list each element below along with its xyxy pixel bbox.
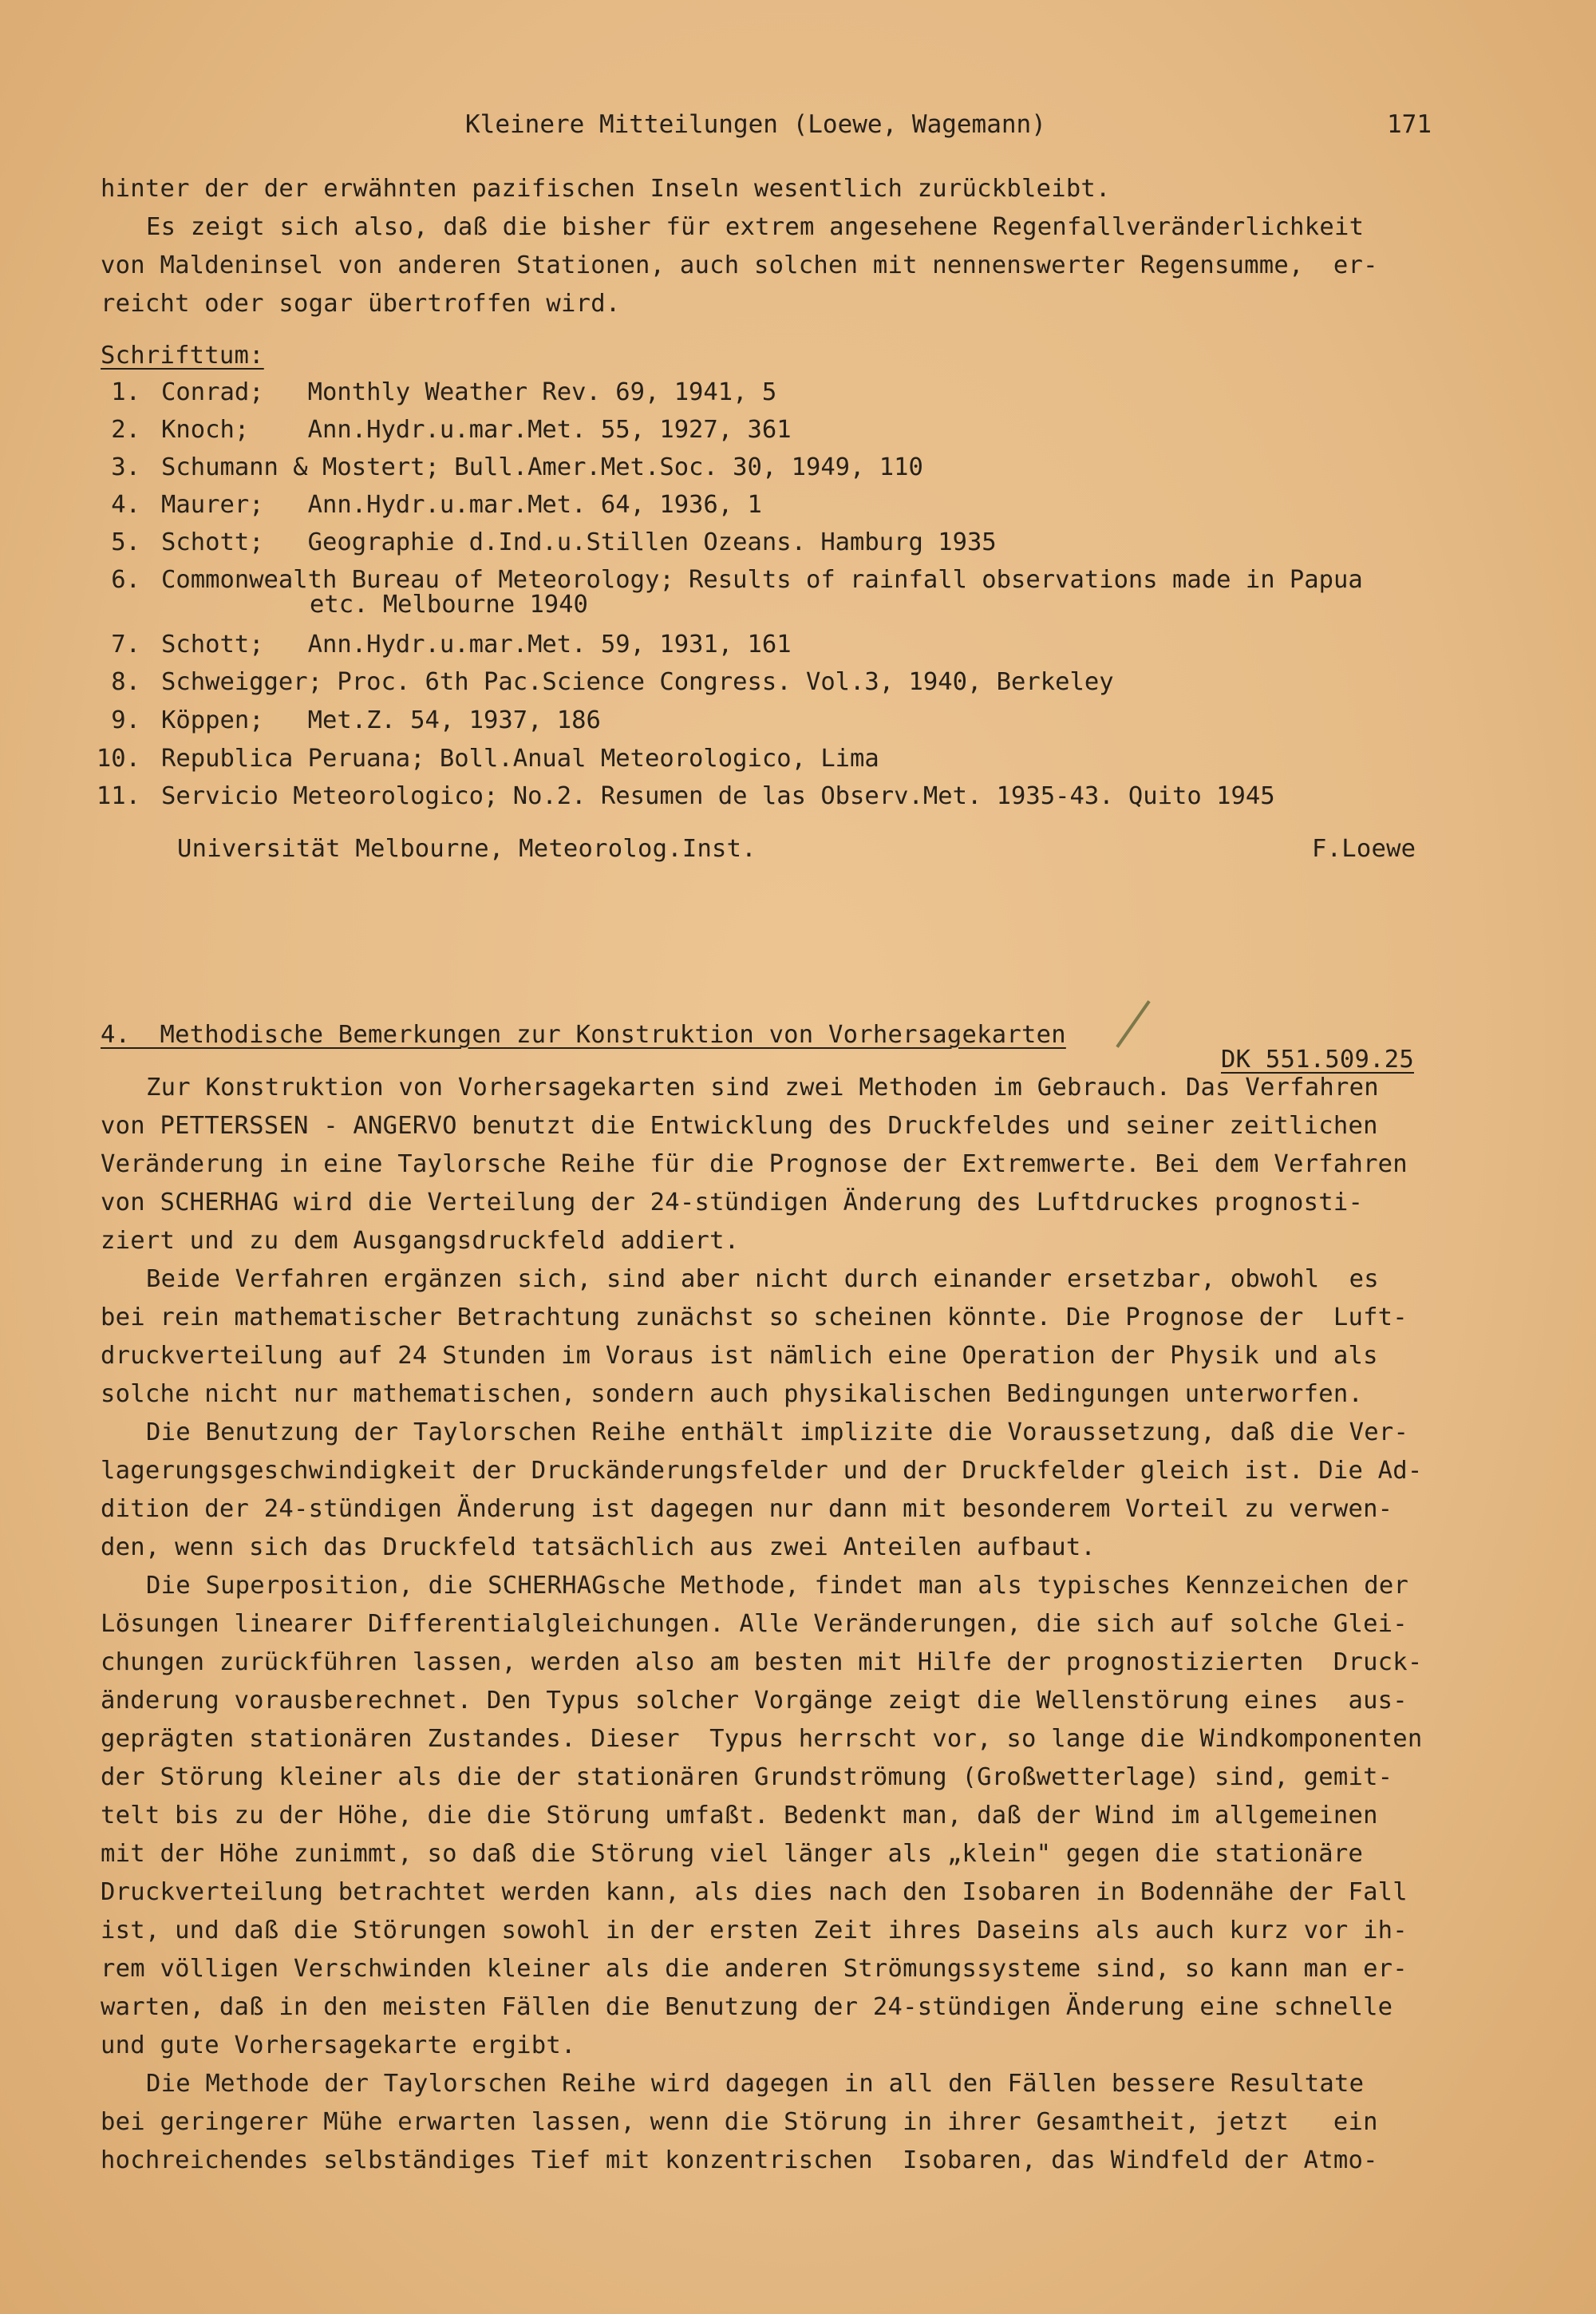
pencil-mark: [1116, 1000, 1150, 1048]
intro-line: von Maldeninsel von anderen Stationen, auch solchen mit nennenswerter Regensumme, er-: [101, 251, 1378, 279]
paragraph-line: mit der Höhe zunimmt, so daß die Störung viel länger als „klein" gegen die stationäre: [101, 1840, 1364, 1868]
paragraph-line: warten, daß in den meisten Fällen die Benutzung der 24-stündigen Änderung eine schnelle: [101, 1993, 1393, 2021]
paragraph-line: telt bis zu der Höhe, die die Störung umfaßt. Bedenkt man, daß der Wind im allgemeinen: [101, 1802, 1378, 1829]
author-signature: F.Loewe: [1312, 835, 1416, 863]
paragraph-line: änderung vorausberechnet. Den Typus solcher Vorgänge zeigt die Wellenstörung eines aus-: [101, 1687, 1408, 1715]
paragraph-line: Druckverteilung betrachtet werden kann, als dies nach den Isobaren in Bodennähe der Fall: [101, 1878, 1408, 1906]
paragraph-line: Veränderung in eine Taylorsche Reihe für die Prognose der Extremwerte. Bei dem Verfahren: [101, 1150, 1408, 1178]
paragraph-line: von SCHERHAG wird die Verteilung der 24-stündigen Änderung des Luftdruckes prognosti-: [101, 1189, 1364, 1216]
references-heading: Schrifttum:: [101, 342, 264, 370]
running-header: Kleinere Mitteilungen (Loewe, Wagemann): [465, 110, 1046, 139]
paragraph-line: Beide Verfahren ergänzen sich, sind aber nicht durch einander ersetzbar, obwohl es: [146, 1265, 1379, 1293]
paragraph-line: druckverteilung auf 24 Stunden im Voraus ist nämlich eine Operation der Physik und als: [101, 1342, 1378, 1370]
page-number: 171: [1387, 110, 1432, 139]
section-title: 4. Methodische Bemerkungen zur Konstruktion von Vorhersagekarten: [101, 1021, 1066, 1049]
paragraph-line: rem völligen Verschwinden kleiner als die anderen Strömungssysteme sind, so kann man er-: [101, 1955, 1408, 1983]
paragraph-line: von PETTERSSEN - ANGERVO benutzt die Entwicklung des Druckfeldes und seiner zeitlichen: [101, 1112, 1378, 1140]
intro-line: reicht oder sogar übertroffen wird.: [101, 290, 621, 318]
paragraph-line: dition der 24-stündigen Änderung ist dagegen nur dann mit besonderem Vorteil zu verwen-: [101, 1495, 1393, 1523]
intro-line: hinter der der erwähnten pazifischen Inseln wesentlich zurückbleibt.: [101, 175, 1111, 203]
paragraph-line: chungen zurückführen lassen, werden also am besten mit Hilfe der prognostizierten Druck-: [101, 1648, 1423, 1676]
paragraph-line: Zur Konstruktion von Vorhersagekarten sind zwei Methoden im Gebrauch. Das Verfahren: [146, 1074, 1379, 1102]
dk-classification: DK 551.509.25: [1221, 1046, 1414, 1074]
paragraph-line: Die Superposition, die SCHERHAGsche Methode, findet man als typisches Kennzeichen der: [146, 1572, 1409, 1600]
paragraph-line: solche nicht nur mathematischen, sondern auch physikalischen Bedingungen unterworfen.: [101, 1380, 1364, 1408]
paragraph-line: Die Methode der Taylorschen Reihe wird dagegen in all den Fällen bessere Resultate: [146, 2070, 1365, 2098]
paragraph-line: Lösungen linearer Differentialgleichungen. Alle Veränderungen, die sich auf solche Glei-: [101, 1610, 1408, 1638]
paragraph-line: geprägten stationären Zustandes. Dieser Typus herrscht vor, so lange die Windkomponenten: [101, 1725, 1423, 1753]
document-page: Kleinere Mitteilungen (Loewe, Wagemann) 171 hinter der der erwähnten pazifischen Inseln wesentlich zurückbleibt. Es zeigt sich also, daß die bisher für extrem angesehene Regenfallveränderlichkeit von Maldeninsel von anderen Stationen, auch solchen mit nennenswerter Regensumme, er- reicht oder sogar übertroffen wird. Schrifttum: 1. Conrad; Monthly Weather Rev. 69, 1941, 5 2. Knoch; Ann.Hydr.u.mar.Met. 55, 1927, 361 3. Schumann & Mostert; Bull.Amer.Met.Soc. 30, 1949, 110 4. Maurer; Ann.Hydr.u.mar.Met. 64, 1936, 1 5. Schott; Geographie d.Ind.u.Stillen Ozeans. Hamburg 1935 6. Commonwealth Bureau of Meteorology; Results of rainfall observations made in Papua etc. Melbourne 1940 7. Schott; Ann.Hydr.u.mar.Met. 59, 1931, 161 8. Schweigger; Proc. 6th Pac.Science Congress. Vol.3, 1940, Berkeley 9. Köppen; Met.Z. 54, 1937, 186 10. Republica Peruana; Boll.Anual Meteorologico, Lima 11. Servicio Meteorologico; No.2. Resumen de las Observ.Met. 1935-43. Quito 1945 Universität Melbourne, Meteorolog.Inst. F.Loewe 4. Methodische Bemerkungen zur Konstruktion von Vorhersagekarten DK 551.509.25 Zur Konstruktion von Vorhersagekarten sind zwei Methoden im Gebrauch. Das Verfahren von PETTERSSEN - ANGERVO benutzt die Entwicklung des Druckfeldes und seiner zeitlichen Veränderung in eine Taylorsche Reihe für die Prognose der Extremwerte. Bei dem Verfahren von SCHERHAG wird die Verteilung der 24-stündigen Änderung des Luftdruckes prognosti- ziert und zu dem Ausgangsdruckfeld addiert. Beide Verfahren ergänzen sich, sind aber nicht durch einander ersetzbar, obwohl es bei rein mathematischer Betrachtung zunächst so scheinen könnte. Die Prognose der Luft- druckverteilung auf 24 Stunden im Voraus ist nämlich eine Operation der Physik und als solche nicht nur mathematischen, sondern auch physikalischen Bedingungen unterworfen. Die Benutzung der Taylorschen Reihe enthält implizite die Voraussetzung, daß die Ver- lagerungsgeschwindigkeit der Druckänderungsfelder und der Druckfelder gleich ist. Die Ad- dition der 24-stündigen Änderung ist dagegen nur dann mit besonderem Vorteil zu verwen- den, wenn sich das Druckfeld tatsächlich aus zwei Anteilen aufbaut. Die Superposition, die SCHERHAGsche Methode, findet man als typisches Kennzeichen der Lösungen linearer Differentialgleichungen. Alle Veränderungen, die sich auf solche Glei- chungen zurückführen lassen, werden also am besten mit Hilfe der prognostizierten Druck- änderung vorausberechnet. Den Typus solcher Vorgänge zeigt die Wellenstörung eines aus- geprägten stationären Zustandes. Dieser Typus herrscht vor, so lange die Windkomponenten der Störung kleiner als die der stationären Grundströmung (Großwetterlage) sind, gemit- telt bis zu der Höhe, die die Störung umfaßt. Bedenkt man, daß der Wind im allgemeinen mit der Höhe zunimmt, so daß die Störung viel länger als „klein" gegen die stationäre Druckverteilung betrachtet werden kann, als dies nach den Isobaren in Bodennähe der Fall ist, und daß die Störungen sowohl in der ersten Zeit ihres Daseins als auch kurz vor ih- rem völligen Verschwinden kleiner als die anderen Strömungssysteme sind, so kann man er- warten, daß in den meisten Fällen die Benutzung der 24-stündigen Änderung eine schnelle und gute Vorhersagekarte ergibt. Die Methode der Taylorschen Reihe wird dagegen in all den Fällen bessere Resultate bei geringerer Mühe erwarten lassen, wenn die Störung in ihrer Gesamtheit, jetzt ein hochreichendes selbständiges Tief mit konzentrischen Isobaren, das Windfeld der Atmo-: [0, 0, 1596, 2314]
paragraph-line: den, wenn sich das Druckfeld tatsächlich aus zwei Anteilen aufbaut.: [101, 1533, 1096, 1561]
institution: Universität Melbourne, Meteorolog.Inst.: [177, 835, 757, 863]
paragraph-line: und gute Vorhersagekarte ergibt.: [101, 2031, 576, 2059]
paragraph-line: der Störung kleiner als die der stationären Grundströmung (Großwetterlage) sind, gemit-: [101, 1763, 1393, 1791]
paragraph-line: Die Benutzung der Taylorschen Reihe enthält implizite die Voraussetzung, daß die Ver-: [146, 1418, 1409, 1446]
paragraph-line: hochreichendes selbständiges Tief mit konzentrischen Isobaren, das Windfeld der Atmo-: [101, 2146, 1378, 2174]
paragraph-line: ziert und zu dem Ausgangsdruckfeld addiert.: [101, 1227, 740, 1255]
paragraph-line: ist, und daß die Störungen sowohl in der ersten Zeit ihres Daseins als auch kurz vor ih-: [101, 1916, 1408, 1944]
intro-line: Es zeigt sich also, daß die bisher für extrem angesehene Regenfallveränderlichkeit: [146, 213, 1365, 241]
paragraph-line: lagerungsgeschwindigkeit der Druckänderungsfelder und der Druckfelder gleich ist. Die Ad-: [101, 1457, 1423, 1485]
paragraph-line: bei geringerer Mühe erwarten lassen, wenn die Störung in ihrer Gesamtheit, jetzt ein: [101, 2108, 1378, 2136]
paragraph-line: bei rein mathematischer Betrachtung zunächst so scheinen könnte. Die Prognose der Luft-: [101, 1303, 1408, 1331]
